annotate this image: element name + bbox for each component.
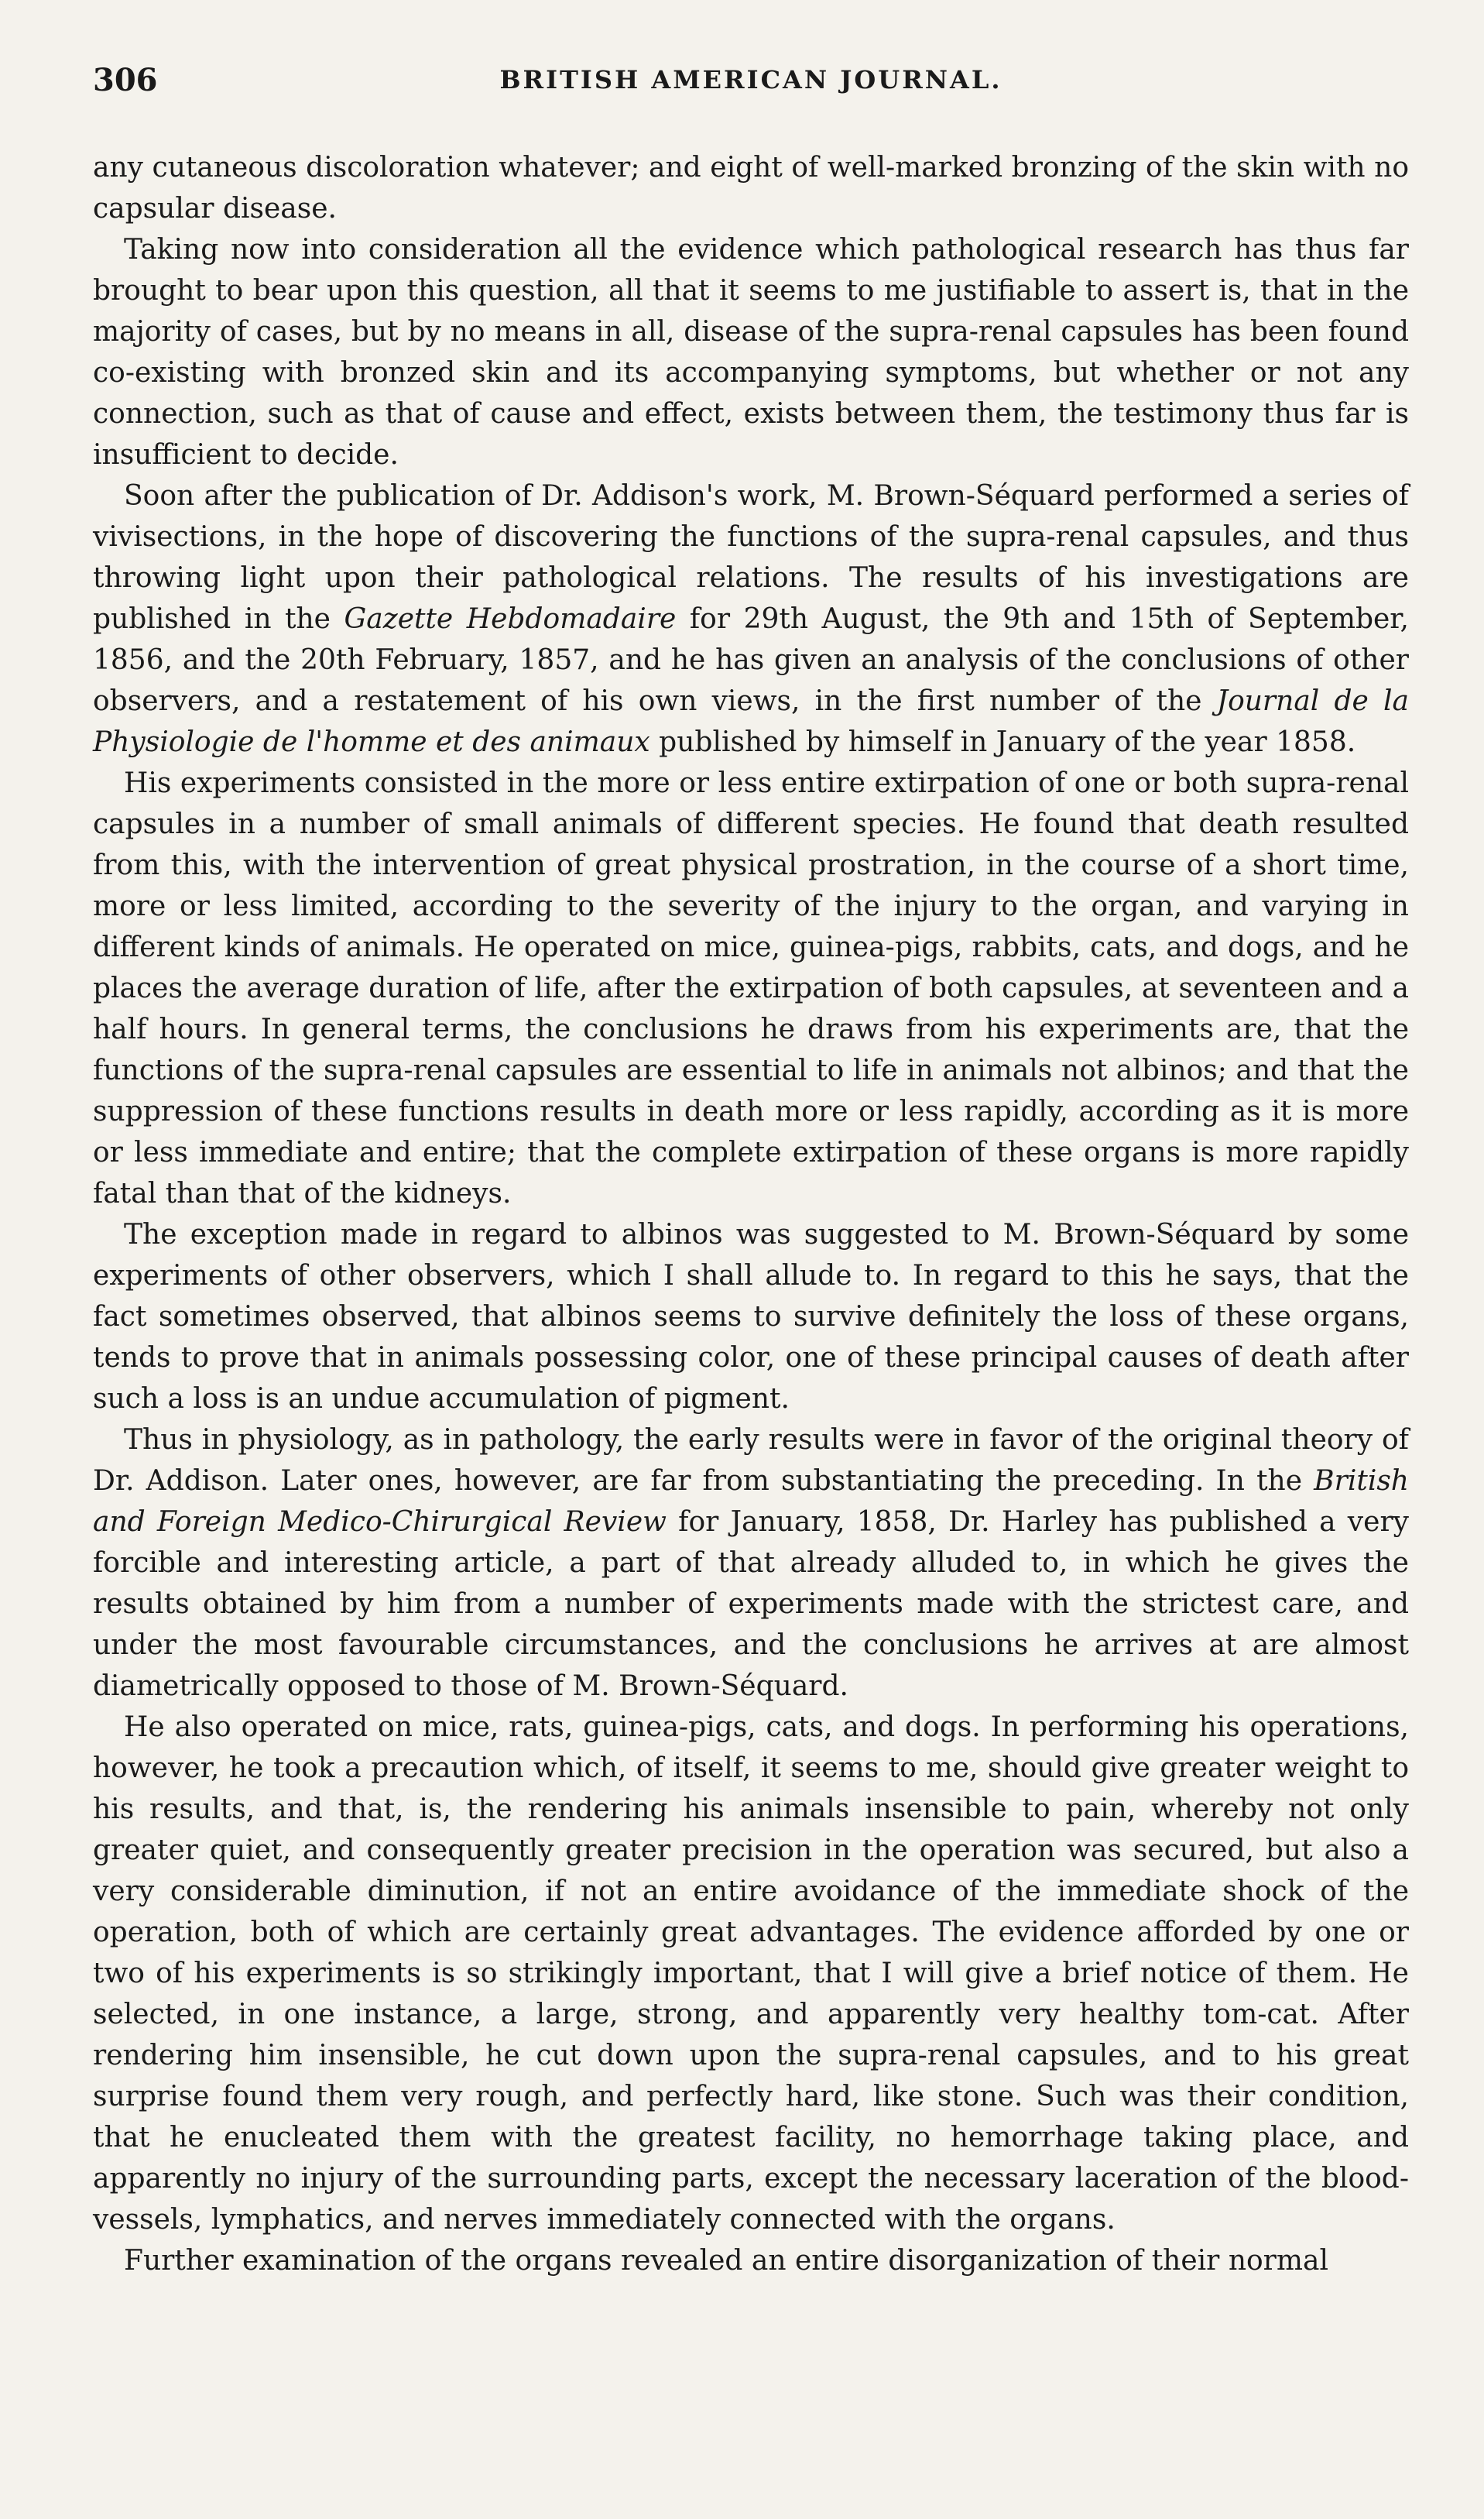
article-body [93, 147, 1409, 2281]
text-run: He also operated on mice, rats, guinea-pigs, cats, and dogs. In performing his operations, however, he took a precaution which, of itself, it seems to me, should give greater weight to his results, and that, is, the rendering his animals insensible to pain, whereby not only greater quiet, and consequently greater precision in the operation was secured, but also a very considerable diminution, if not an entire avoidance of the immediate shock of the operation, both of which are certainly great advantages. The evidence afforded by one or two of his experiments is so strikingly important, that I will give a brief notice of them. He selected, in one instance, a large, strong, and apparently very healthy tom-cat. After rendering him insensible, he cut down upon the supra-renal capsules, and to his great surprise found them very rough, and perfectly hard, like stone. Such was their condition, that he enucleated them with the greatest facility, no hemorrhage taking place, and apparently no injury of the surrounding parts, except the necessary laceration of the blood-vessels, lymphatics, and nerves immediately connected with the organs. [93, 1711, 1409, 2236]
text-run: for 29th August, the 9th and 15th of September, 1856, and the 20th February, 1857, and he has given an analysis of the conclusions of other observers, and a restatement of his own views, in the first number of the [93, 603, 1409, 717]
running-head: BRITISH AMERICAN JOURNAL. [499, 65, 1002, 94]
paragraph [93, 1214, 1409, 1419]
paragraph [93, 475, 1409, 763]
text-run: any cutaneous discoloration whatever; and eight of well-marked bronzing of the skin with no capsular disease. [93, 152, 1409, 225]
page-header [93, 62, 1409, 116]
text-run: Thus in physiology, as in pathology, the early results were in favor of the original theory of Dr. Addison. Later ones, however, are far from substantiating the preceding. In the [93, 1424, 1409, 1497]
text-run: Taking now into consideration all the evidence which pathological research has thus far brought to bear upon this question, all that it seems to me justifiable to assert is, that in the majority of cases, but by no means in all, disease of the supra-renal capsules has been found co-existing with bronzed skin and its accompanying symptoms, but whether or not any connection, such as that of cause and effect, exists between them, the testimony thus far is insufficient to decide. [93, 234, 1409, 471]
italic-title: Gazette Hebdomadaire [344, 603, 677, 635]
page-number: 306 [93, 62, 158, 98]
text-run: Soon after the publication of Dr. Addison's work, M. Brown-Séquard performed a series of vivisections, in the hope of discovering the functions of the supra-renal capsules, and thus throwing light upon their pathological relations. The results of his investigations are published in the [93, 480, 1409, 635]
italic-title: Journal de la Physiologie de l'homme et des animaux [93, 685, 1410, 758]
paragraph [93, 2240, 1409, 2281]
journal-page [93, 62, 1409, 2281]
text-run: published by himself in January of the year 1858. [649, 726, 1356, 758]
paragraph [93, 229, 1409, 475]
text-run: The exception made in regard to albinos was suggested to M. Brown-Séquard by some experiments of other observers, which I shall allude to. In regard to this he says, that the fact sometimes observed, that albinos seems to survive definitely the loss of these organs, tends to prove that in animals possessing color, one of these principal causes of death after such a loss is an undue accumulation of pigment. [93, 1219, 1409, 1415]
paragraph [93, 147, 1409, 229]
text-run: Further examination of the organs revealed an entire disorganization of their normal [124, 2245, 1328, 2277]
text-run: His experiments consisted in the more or less entire extirpation of one or both supra-renal capsules in a number of small animals of different species. He found that death resulted from this, with the intervention of great physical prostration, in the course of a short time, more or less limited, according to the severity of the injury to the organ, and varying in different kinds of animals. He operated on mice, guinea-pigs, rabbits, cats, and dogs, and he places the average duration of life, after the extirpation of both capsules, at seventeen and a half hours. In general terms, the conclusions he draws from his experiments are, that the functions of the supra-renal capsules are essential to life in animals not albinos; and that the suppression of these functions results in death more or less rapidly, according as it is more or less immediate and entire; that the complete extirpation of these organs is more rapidly fatal than that of the kidneys. [93, 767, 1409, 1210]
italic-title: British and Foreign Medico-Chirurgical Review [93, 1465, 1409, 1538]
paragraph [93, 1419, 1409, 1707]
paragraph [93, 763, 1409, 1214]
paragraph [93, 1707, 1409, 2240]
text-run: for January, 1858, Dr. Harley has published a very forcible and interesting article, a part of that already alluded to, in which he gives the results obtained by him from a number of experiments made with the strictest care, and under the most favourable circumstances, and the conclusions he arrives at are almost diametrically opposed to those of M. Brown-Séquard. [93, 1506, 1409, 1702]
